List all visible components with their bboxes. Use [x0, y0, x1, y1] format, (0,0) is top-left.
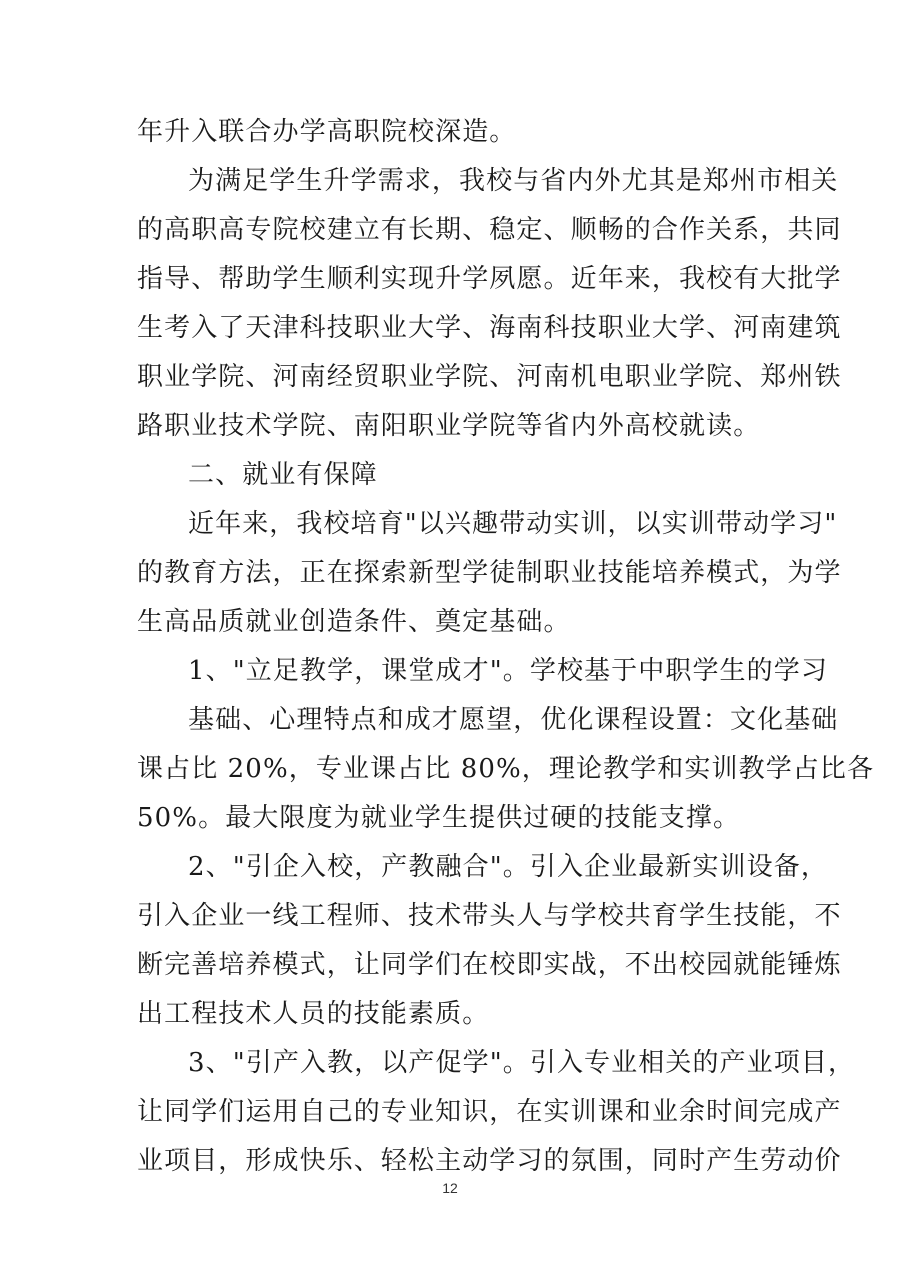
text-line-5: 生考入了天津科技职业大学、海南科技职业大学、河南建筑: [137, 313, 842, 343]
text-line-6: 职业学院、河南经贸职业学院、河南机电职业学院、郑州铁: [137, 362, 842, 392]
text-line-18: 断完善培养模式，让同学们在校即实战，不出校园就能锤炼: [137, 950, 842, 980]
text-line-12: 1、"立足教学，课堂成才"。学校基于中职学生的学习: [188, 656, 828, 686]
text-line-9: 近年来，我校培育"以兴趣带动实训，以实训带动学习": [188, 509, 838, 539]
text-line-4: 指导、帮助学生顺利实现升学夙愿。近年来，我校有大批学: [137, 264, 842, 294]
text-line-16: 2、"引企入校，产教融合"。引入企业最新实训设备，: [188, 852, 828, 882]
text-line-1: 年升入联合办学高职院校深造。: [137, 117, 517, 147]
text-line-11: 生高品质就业创造条件、奠定基础。: [137, 607, 571, 637]
text-line-13: 基础、心理特点和成才愿望，优化课程设置：文化基础: [188, 705, 839, 735]
text-line-14: 课占比 20%，专业课占比 80%，理论教学和实训教学占比各: [137, 754, 875, 784]
text-line-21: 让同学们运用自己的专业知识，在实训课和业余时间完成产: [137, 1097, 842, 1127]
text-line-17: 引入企业一线工程师、技术带头人与学校共育学生技能，不: [137, 901, 842, 931]
text-line-20: 3、"引产入教，以产促学"。引入专业相关的产业项目，: [188, 1048, 856, 1078]
section-heading: 二、就业有保障: [188, 460, 378, 490]
text-line-10: 的教育方法，正在探索新型学徒制职业技能培养模式，为学: [137, 558, 842, 588]
text-line-7: 路职业技术学院、南阳职业学院等省内外高校就读。: [137, 411, 761, 441]
page-number: 12: [442, 1180, 458, 1196]
text-line-15: 50%。最大限度为就业学生提供过硬的技能支撑。: [137, 803, 741, 833]
text-line-3: 的高职高专院校建立有长期、稳定、顺畅的合作关系，共同: [137, 215, 842, 245]
text-line-19: 出工程技术人员的技能素质。: [137, 999, 490, 1029]
text-line-2: 为满足学生升学需求，我校与省内外尤其是郑州市相关: [188, 166, 839, 196]
text-line-22: 业项目，形成快乐、轻松主动学习的氛围，同时产生劳动价: [137, 1146, 842, 1176]
